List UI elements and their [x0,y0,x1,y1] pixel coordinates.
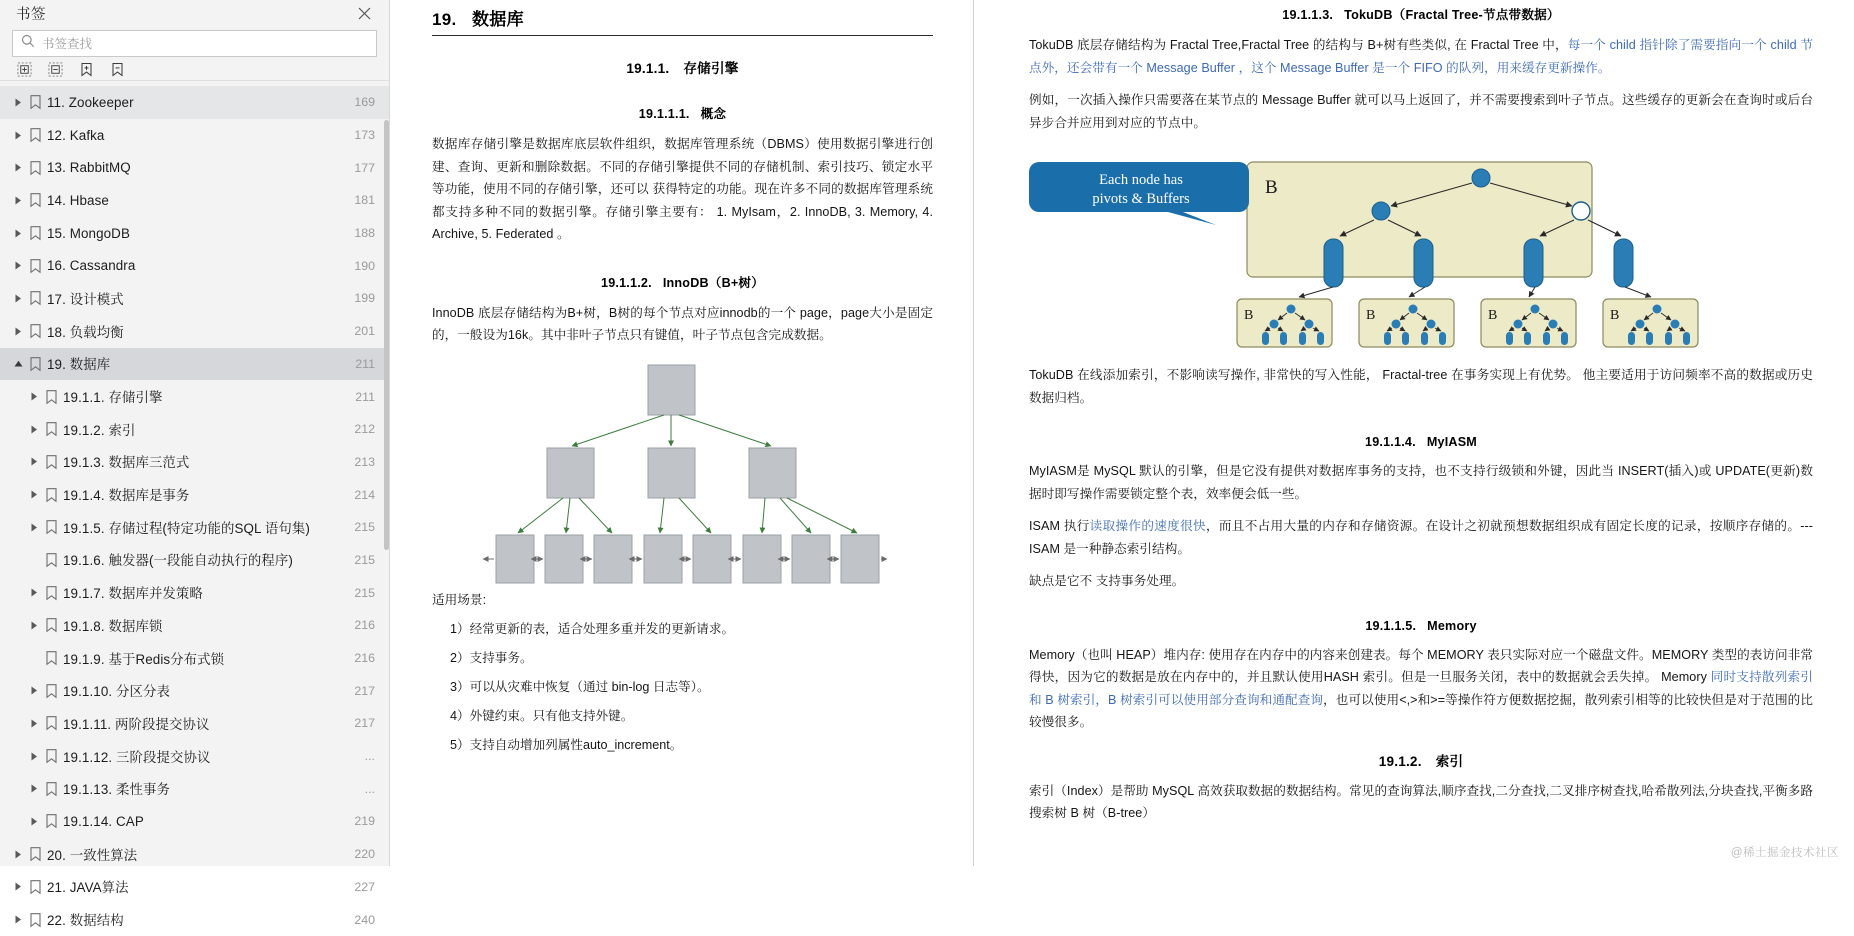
bookmarks-sidebar [0,0,390,929]
heading-number: 19.1.1.2. [600,275,652,290]
heading-text: 存储引擎 [683,61,739,76]
bookmark-label: 21. JAVA算法 [47,880,129,896]
svg-text:B: B [1610,308,1620,323]
bookmark-label: 19.1.14. CAP [63,813,144,829]
bookmark-icon [42,390,60,404]
paragraph-memory [1029,644,1813,734]
bookmark-page-number: 216 [354,618,375,633]
bookmark-icon [26,259,44,273]
chevron-right-icon[interactable] [10,94,26,110]
paragraph-index: 索引（Index）是帮助 MySQL 高效获取数据的数据结构。常见的查询算法,顺序查找,二分查找,二叉排序树查找,哈希散列法,分块查找,平衡多路搜索树 B 树（B-tree） [1029,783,1813,820]
bookmark-page-number: 169 [354,95,375,110]
bookmark-page-number: ... [364,749,375,764]
chevron-right-icon[interactable] [10,323,26,339]
heading-number: 19.1.1.4. [1364,435,1416,449]
sidebar-toolbar [0,57,389,81]
chevron-right-icon[interactable] [10,160,26,176]
bookmark-item[interactable] [0,184,389,217]
bookmark-icon [26,226,44,240]
bookmark-icon [26,880,44,894]
heading-text: 索引 [1435,753,1464,769]
heading-text: 概念 [700,107,727,121]
bookmark-item[interactable] [0,119,389,152]
bookmark-item[interactable] [0,772,389,805]
document-page-left [390,0,974,866]
paragraph-isam-note: 缺点是它不 支持事务处理。 [1029,574,1185,588]
page-title-text: 数据库 [472,10,524,29]
svg-text:B: B [1488,308,1498,323]
bookmark-page-number: 201 [354,324,375,339]
bookmark-page-number: 220 [354,847,375,862]
bookmark-icon [42,520,60,534]
bookmark-label: 14. Hbase [47,192,109,208]
bookmark-item[interactable] [0,217,389,250]
chevron-right-icon[interactable] [26,585,42,601]
page-title-number: 19. [432,10,457,29]
bookmark-page-number: ... [364,781,375,796]
bookmark-icon [42,422,60,436]
paragraph-concept: 数据库存储引擎是数据库底层软件组织，数据库管理系统（DBMS）使用数据引擎进行创建、查询、更新和删除数据。不同的存储引擎提供不同的存储机制、索引技巧、锁定水平等功能，使用不同的存储引擎，还可以 获得特定的功能。现在许多不同的数据库管理系统都支持多种不同的数据引擎。存储引擎主要有： 1. MyIsam，2. InnoDB, 3. Memory, 4. Archive, 5. Federated 。 [432,137,933,241]
paragraph-isam [1029,515,1813,560]
heading-text: TokuDB（Fractal Tree-节点带数据） [1344,8,1560,22]
bookmark-label: 19.1.2. 索引 [63,422,136,438]
paragraph-tokudb-2: 例如，一次插入操作只需要落在某节点的 Message Buffer 就可以马上返回了，并不需要搜索到叶子节点。这些缓存的更新会在查询时或后台异步合并应用到对应的节点中。 [1029,93,1813,130]
heading-number: 19.1.1. [626,61,670,76]
bookmark-item[interactable] [0,903,389,936]
heading-number: 19.1.2. [1378,753,1422,769]
bookmark-label: 19.1.8. 数据库锁 [63,618,163,634]
chevron-down-icon[interactable] [10,356,26,372]
chevron-right-icon[interactable] [26,781,42,797]
bookmark-icon [42,586,60,600]
chevron-right-icon[interactable] [10,258,26,274]
bookmark-label: 12. Kafka [47,127,105,143]
document-viewer [390,0,1854,866]
bookmark-label: 19.1.1. 存储引擎 [63,390,163,406]
bookmark-icon [42,749,60,763]
svg-text:B: B [1244,308,1254,323]
watermark: @稀土掘金技术社区 [1730,847,1839,859]
chevron-right-icon[interactable] [10,846,26,862]
bookmark-item[interactable] [0,151,389,184]
heading-number: 19.1.1.5. [1365,618,1417,633]
heading-tokudb [1029,4,1813,23]
list-item: 3）可以从灾难中恢复（通过 bin-log 日志等）。 [450,680,710,694]
close-icon[interactable] [351,0,377,26]
bookmark-page-number: 211 [355,356,375,371]
bookmark-page-number: 188 [354,226,375,241]
text-run: ISAM 执行 [1029,519,1090,533]
heading-number: 19.1.1.1. [638,107,690,121]
text-run: TokuDB 底层存储结构为 Fractal Tree,Fractal Tree 的结构与 B+树有些类似, 在 Fractal Tree 中， [1029,38,1568,52]
bookmark-page-number: 219 [354,814,375,829]
bookmark-item[interactable] [0,707,389,740]
bookmark-item[interactable] [0,838,389,871]
bookmark-page-number: 190 [354,258,375,273]
add-bookmark-button[interactable] [76,59,97,80]
scrollbar-thumb[interactable] [384,120,389,550]
list-item: 4）外键约束。只有他支持外键。 [450,709,634,723]
heading-text: Memory [1427,618,1477,633]
bookmark-icon [42,651,60,665]
bookmark-label: 19.1.9. 基于Redis分布式锁 [63,651,225,667]
bookmark-item[interactable] [0,544,389,577]
bookmark-label: 18. 负载均衡 [47,324,124,340]
chevron-right-icon[interactable] [26,813,42,829]
scene-label: 适用场景: [432,592,487,607]
text-run: ，而且不占用大量的内存和存储资源。在设计之初就预想数据组织成有固定长度的记录，按顺序存储的。---ISAM 是一种静态索引结构。 [1029,519,1813,556]
bookmark-item[interactable] [0,642,389,675]
bookmark-label: 19.1.4. 数据库是事务 [63,488,190,504]
bookmark-icon [26,357,44,371]
bookmark-item[interactable] [0,348,389,381]
bookmark-page-number: 213 [354,454,375,469]
bookmark-item[interactable] [0,609,389,642]
callout-line-1: Each node has [1099,172,1183,188]
bookmark-icon [42,716,60,730]
sidebar-header [0,0,389,26]
bookmark-item[interactable] [0,249,389,282]
paragraph-tokudb-1 [1029,34,1813,79]
bookmark-list[interactable] [0,81,389,936]
chevron-right-icon[interactable] [26,519,42,535]
heading-innodb [432,272,933,291]
svg-text:B: B [1366,308,1376,323]
document-page-right [974,0,1853,866]
heading-index [1029,750,1813,770]
collapse-all-button[interactable] [45,59,66,80]
callout-line-2: pivots & Buffers [1092,191,1190,207]
heading-number: 19.1.1.3. [1282,8,1334,22]
bookmark-icon [42,782,60,796]
bookmark-icon [42,455,60,469]
chevron-right-icon[interactable] [26,421,42,437]
bookmark-label: 19.1.10. 分区分表 [63,684,170,700]
bookmark-page-number: 214 [354,487,375,502]
bookmark-page-number: 212 [354,422,375,437]
chevron-right-icon[interactable] [10,127,26,143]
heading-myisam [1029,435,1813,449]
heading-concept [432,103,933,122]
bookmark-page-number: 240 [354,912,375,927]
search-icon [21,34,35,53]
list-item: 1）经常更新的表，适合处理多重并发的更新请求。 [450,622,735,636]
bookmark-icon [26,291,44,305]
text-run-highlighted: 同时支持散列索引和 B 树索引，B 树索引可以使用部分查询和通配查询 [1029,670,1813,707]
svg-text:B: B [1265,177,1278,198]
chevron-right-icon[interactable] [26,487,42,503]
bookmark-page-number: 215 [354,552,375,567]
bookmark-item[interactable] [0,413,389,446]
list-item: 2）支持事务。 [450,651,533,665]
bookmark-item[interactable] [0,805,389,838]
bookmark-icon [42,684,60,698]
paragraph-innodb: InnoDB 底层存储结构为B+树，B树的每个节点对应innodb的一个 page，page大小是固定的，一般设为16k。其中非叶子节点只有键值，叶子节点包含完成数据。 [432,305,933,342]
chevron-right-icon[interactable] [26,715,42,731]
sidebar-scrollbar[interactable] [384,0,389,866]
bookmark-page-number: 217 [354,683,375,698]
bookmark-page-number: 177 [354,160,375,175]
bookmark-label: 15. MongoDB [47,225,130,241]
bookmark-label: 19. 数据库 [47,357,111,373]
bookmark-icon [26,847,44,861]
chevron-right-icon[interactable] [10,290,26,306]
bookmark-item[interactable] [0,674,389,707]
list-item: 5）支持自动增加列属性auto_increment。 [450,738,683,752]
bookmark-page-number: 217 [354,716,375,731]
bookmark-icon [26,324,44,338]
text-run-highlighted: 每一个 child 指针除了需要指向一个 child 节点外，还会带有一个 Message Buffer ，这个 Message Buffer 是一个 FIFO 的队列，用来缓存更新操作。 [1029,38,1813,75]
chevron-right-icon[interactable] [10,192,26,208]
bookmark-label: 19.1.5. 存储过程(特定功能的SQL 语句集) [63,520,310,536]
chevron-right-icon[interactable] [26,683,42,699]
heading-storage-engine [432,57,933,77]
bookmark-label: 20. 一致性算法 [47,847,138,863]
bookmark-item[interactable] [0,576,389,609]
bookmark-icon [42,553,60,567]
bookmark-icon [42,814,60,828]
bookmark-item[interactable] [0,315,389,348]
caret-spacer [26,552,42,568]
heading-text: MyIASM [1426,435,1477,449]
bookmark-label: 19.1.11. 两阶段提交协议 [63,716,210,732]
bookmark-label: 13. RabbitMQ [47,160,131,176]
chevron-right-icon[interactable] [26,389,42,405]
bookmark-page-number: 216 [354,651,375,666]
bookmark-label: 19.1.6. 触发器(一段能自动执行的程序) [63,553,293,569]
bookmark-item[interactable] [0,871,389,904]
chevron-right-icon[interactable] [10,912,26,928]
chevron-right-icon[interactable] [10,225,26,241]
caret-spacer [26,650,42,666]
heading-text: InnoDB（B+树） [662,275,765,290]
bookmark-label: 16. Cassandra [47,258,136,274]
text-run: Memory（也叫 HEAP）堆内存: 使用存在内存中的内容来创建表。每个 MEMORY 表只实际对应一个磁盘文件。MEMORY 类型的表访问非常得快，因为它的数据是放在内存中的，并且默认使用HASH 索引。但是一旦服务关闭，表中的数据就会丢失掉。 Memory [1029,647,1813,684]
bookmark-page-number: 181 [354,193,375,208]
bookmark-icon [26,913,44,927]
chevron-right-icon[interactable] [26,748,42,764]
bookmark-page-number: 215 [354,520,375,535]
paragraph-myisam: MyIASM是 MySQL 默认的引擎，但是它没有提供对数据库事务的支持，也不支持行级锁和外键，因此当 INSERT(插入)或 UPDATE(更新)数据时即写操作需要锁定整个表，效率便会低一些。 [1029,464,1813,501]
search-container [0,26,389,57]
bookmark-icon [26,161,44,175]
bookmark-icon [26,128,44,142]
bookmark-page-number: 227 [354,879,375,894]
search-box[interactable] [12,30,377,57]
bookmark-page-number: 173 [354,128,375,143]
page-title [432,0,933,36]
bookmark-icon [42,488,60,502]
bookmark-label: 19.1.7. 数据库并发策略 [63,586,203,602]
bookmark-icon [26,193,44,207]
bplus-tree-diagram [432,361,933,579]
bookmark-item[interactable] [0,380,389,413]
chevron-right-icon[interactable] [10,879,26,895]
bookmark-label: 19.1.3. 数据库三范式 [63,455,190,471]
bookmark-label: 11. Zookeeper [47,94,134,110]
bookmark-label: 19.1.13. 柔性事务 [63,782,170,798]
text-run-highlighted: 读取操作的速度很快 [1089,519,1206,533]
bookmark-page-number: 215 [354,585,375,600]
bookmark-label: 17. 设计模式 [47,291,124,307]
heading-memory [1029,619,1813,633]
chevron-right-icon[interactable] [26,454,42,470]
text-run: ，也可以使用<,>和>=等操作符方便数据挖掘，散列索引相等的比较快但是对于范围的比较慢很多。 [1029,692,1813,729]
bookmark-icon [26,95,44,109]
bookmark-label: 19.1.12. 三阶段提交协议 [63,749,211,765]
bookmark-item[interactable] [0,446,389,479]
bookmark-item[interactable] [0,511,389,544]
remove-bookmark-button[interactable] [107,59,128,80]
bookmark-label: 22. 数据结构 [47,913,124,929]
fractal-tree-diagram [1029,144,1813,352]
bookmark-page-number: 211 [355,389,375,404]
bookmark-item[interactable] [0,282,389,315]
search-input[interactable] [42,37,368,51]
bookmark-page-number: 199 [354,291,375,306]
bookmark-item[interactable] [0,86,389,119]
paragraph-tokudb-3: TokuDB 在线添加索引，不影响读写操作, 非常快的写入性能， Fractal-tree 在事务实现上有优势。 他主要适用于访问频率不高的数据或历史数据归档。 [1029,368,1813,405]
bookmark-item[interactable] [0,478,389,511]
bookmark-icon [42,618,60,632]
sidebar-title: 书签 [16,6,46,23]
bookmark-item[interactable] [0,740,389,773]
chevron-right-icon[interactable] [26,617,42,633]
expand-all-button[interactable] [14,59,35,80]
